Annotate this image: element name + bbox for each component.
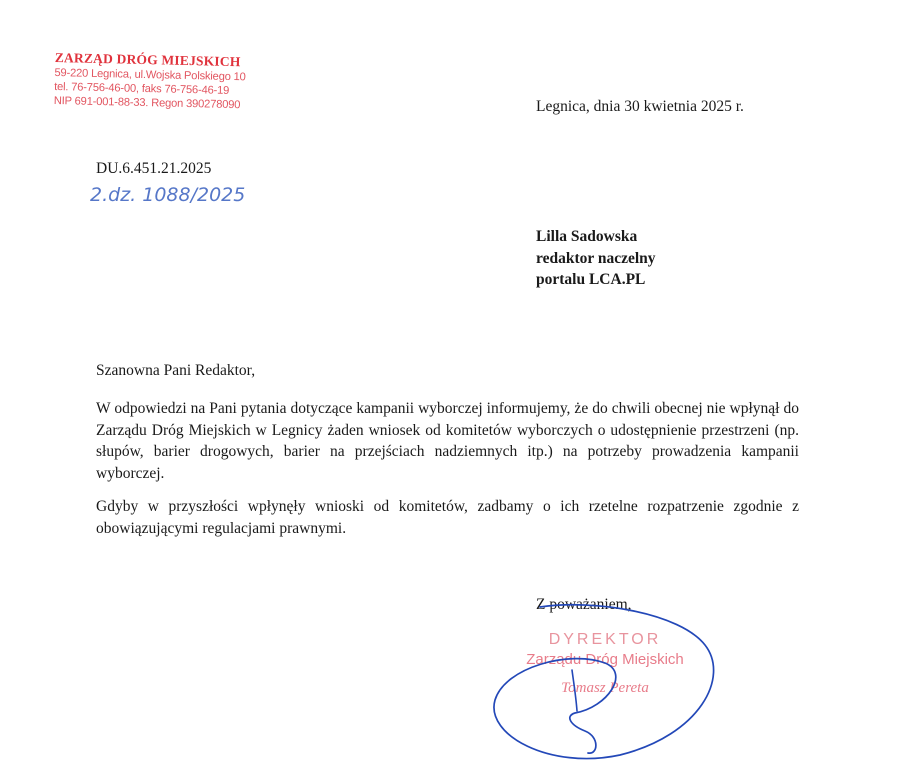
reference-block (90, 160, 246, 206)
place-date: Legnica, dnia 30 kwietnia 2025 r. (536, 98, 744, 115)
sender-stamp (53, 50, 280, 125)
recipient-role: redaktor naczelny (536, 249, 656, 267)
recipient-name: Lilla Sadowska (536, 228, 638, 245)
stamp-nip-regon: NIP 691-001-88-33. Regon 390278090 (53, 94, 241, 112)
handwritten-reference-text: 2.dz. 1088/2025 (90, 184, 246, 206)
paragraph-2: Gdyby w przyszłości wpłynęły wnioski od komitetów, zadbamy o ich rzetelne rozpatrzenie zgodnie z obowiązującymi regulacjami prawnymi. (96, 498, 799, 537)
letter-body (96, 398, 799, 551)
stamp-address: 59-220 Legnica, ul.Wojska Polskiego 10 (54, 66, 246, 84)
closing: Z poważaniem, (536, 596, 632, 613)
seal-org: Zarządu Dróg Miejskich (526, 651, 684, 668)
salutation: Szanowna Pani Redaktor, (96, 362, 256, 379)
case-number: DU.6.451.21.2025 (96, 160, 212, 177)
handwritten-reference (90, 177, 260, 211)
director-seal (505, 631, 705, 697)
stamp-phone-fax: tel. 76-756-46-00, faks 76-756-46-19 (54, 80, 230, 97)
seal-title: DYREKTOR (548, 631, 662, 648)
stamp-org-name: ZARZĄD DRÓG MIEJSKICH (54, 50, 241, 70)
recipient-portal: portalu LCA.PL (536, 271, 646, 288)
seal-name: Tomasz Pereta (561, 680, 649, 696)
recipient-block (536, 226, 656, 291)
paragraph-1: W odpowiedzi na Pani pytania dotyczące kampanii wyborczej informujemy, że do chwili obecnej nie wpłynął do Zarządu Dróg Miejskich w Legnicy żaden wniosek od komitetów wyborczych o udostępnienie przestrzeni (np. słupów, barier drogowych, barier na przejściach nadziemnych itp.) na potrzeby prowadzenia kampanii wyborczej. (96, 400, 799, 482)
